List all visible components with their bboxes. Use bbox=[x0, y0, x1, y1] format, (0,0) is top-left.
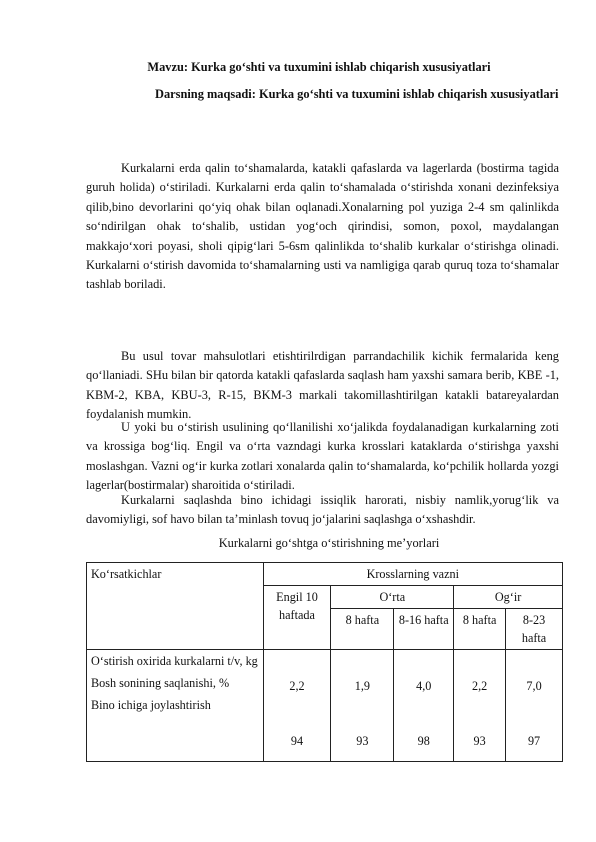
value-cell bbox=[394, 650, 454, 762]
value: 93 bbox=[473, 734, 486, 748]
header-medium: O‘rta bbox=[331, 586, 454, 609]
header-weight: Krosslarning vazni bbox=[263, 563, 562, 586]
value: 4,0 bbox=[416, 679, 432, 693]
value: 98 bbox=[417, 734, 430, 748]
lesson-goal: Darsning maqsadi: Kurka go‘shti va tuxumini ishlab chiqarish xususiyatlari bbox=[155, 87, 559, 101]
value: 94 bbox=[290, 734, 304, 748]
value-cell bbox=[331, 650, 394, 762]
header-medium-8: 8 hafta bbox=[331, 609, 394, 650]
row-label-weight: O‘stirish oxirida kurkalarni t/v, kg bbox=[91, 654, 258, 668]
document-title: Mavzu: Kurka go‘shti va tuxumini ishlab chiqarish xususiyatlari bbox=[147, 60, 491, 74]
paragraph-4: Kurkalarni saqlashda bino ichidagi issiqlik harorati, nisbiy namlik,yorug‘lik va davomiyligi, sof havo bilan ta’minlash tovuq jo‘jalarini saqlashga o‘xshashdir. bbox=[86, 493, 559, 527]
header-light: Engil 10 haftada bbox=[263, 586, 331, 650]
table-caption: Kurkalarni go‘shtga o‘stirishning me’yorlari bbox=[218, 536, 440, 550]
value: 2,2 bbox=[472, 679, 488, 693]
value: 7,0 bbox=[526, 679, 542, 693]
value: 1,9 bbox=[354, 679, 370, 693]
value-cell bbox=[263, 650, 331, 762]
value-cell bbox=[506, 650, 563, 762]
value: 2,2 bbox=[289, 679, 305, 693]
paragraph-1: Kurkalarni erda qalin to‘shamalarda, katakli qafaslarda va lagerlarda (bostirma tagida guruh holida) o‘stiriladi. Kurkalarni erda qalin to‘shamalada o‘stirishda xonani dezinfeksiya qilib,bino devorlarini qo‘yiq ohak bilan oqlanadi.Xonalarning pol yuziga 2-4 sm qalinlikda so‘ndirilgan ohak to‘shalib, ustidan yog‘och qirindisi, somon, poxol, maydalangan makkajo‘xori poyasi, sholi qipig‘lari 5-6sm qalinlikda to‘shalib kurkalar o‘stirishga olinadi. Kurkalarni o‘stirish davomida to‘shamalarning usti va namligiga qarab quruq toza to‘shamalar tashlab boriladi. bbox=[86, 161, 559, 292]
header-heavy-8-23: 8-23 hafta bbox=[506, 609, 563, 650]
value: 97 bbox=[527, 734, 541, 748]
row-labels-cell bbox=[87, 650, 264, 762]
row-label-survival: Bosh sonining saqlanishi, % bbox=[91, 676, 230, 690]
header-indicators: Ko‘rsatkichlar bbox=[87, 563, 264, 650]
value: 93 bbox=[356, 734, 369, 748]
header-heavy: Og‘ir bbox=[454, 586, 563, 609]
row-label-placement: Bino ichiga joylashtirish bbox=[91, 698, 211, 712]
paragraph-3: U yoki bu o‘stirish usulining qo‘llanilishi xo‘jalikda foydalanadigan kurkalarning zoti va krossiga bog‘liq. Engil va o‘rta vaznda‌gi kurka krosslari kataklarda o‘stirishga yaxshi moslashgan. Vazni og‘ir kurka zotlari xonalarda qalin to‘shamalarda, ko‘pchilik hollarda yozgi lagerlar(bostirmalar) sharoitida o‘stiriladi. bbox=[86, 420, 559, 493]
norms-table bbox=[86, 562, 563, 762]
value-cell bbox=[454, 650, 506, 762]
paragraph-2: Bu usul tovar mahsulotlari etishtirilrdigan parrandachilik kichik fermalarida keng qo‘llaniadi. SHu bilan bir qatorda katakli qafaslarda saqlash ham yaxshi samara berib, KBE -1, KBM-2, KBA, KBU-3, R-15, BKM-3 markali takomillashtirilgan katakli batareyalardan foydalanish mumkin. bbox=[86, 349, 559, 422]
header-heavy-8: 8 hafta bbox=[454, 609, 506, 650]
header-medium-8-16: 8-16 hafta bbox=[394, 609, 454, 650]
